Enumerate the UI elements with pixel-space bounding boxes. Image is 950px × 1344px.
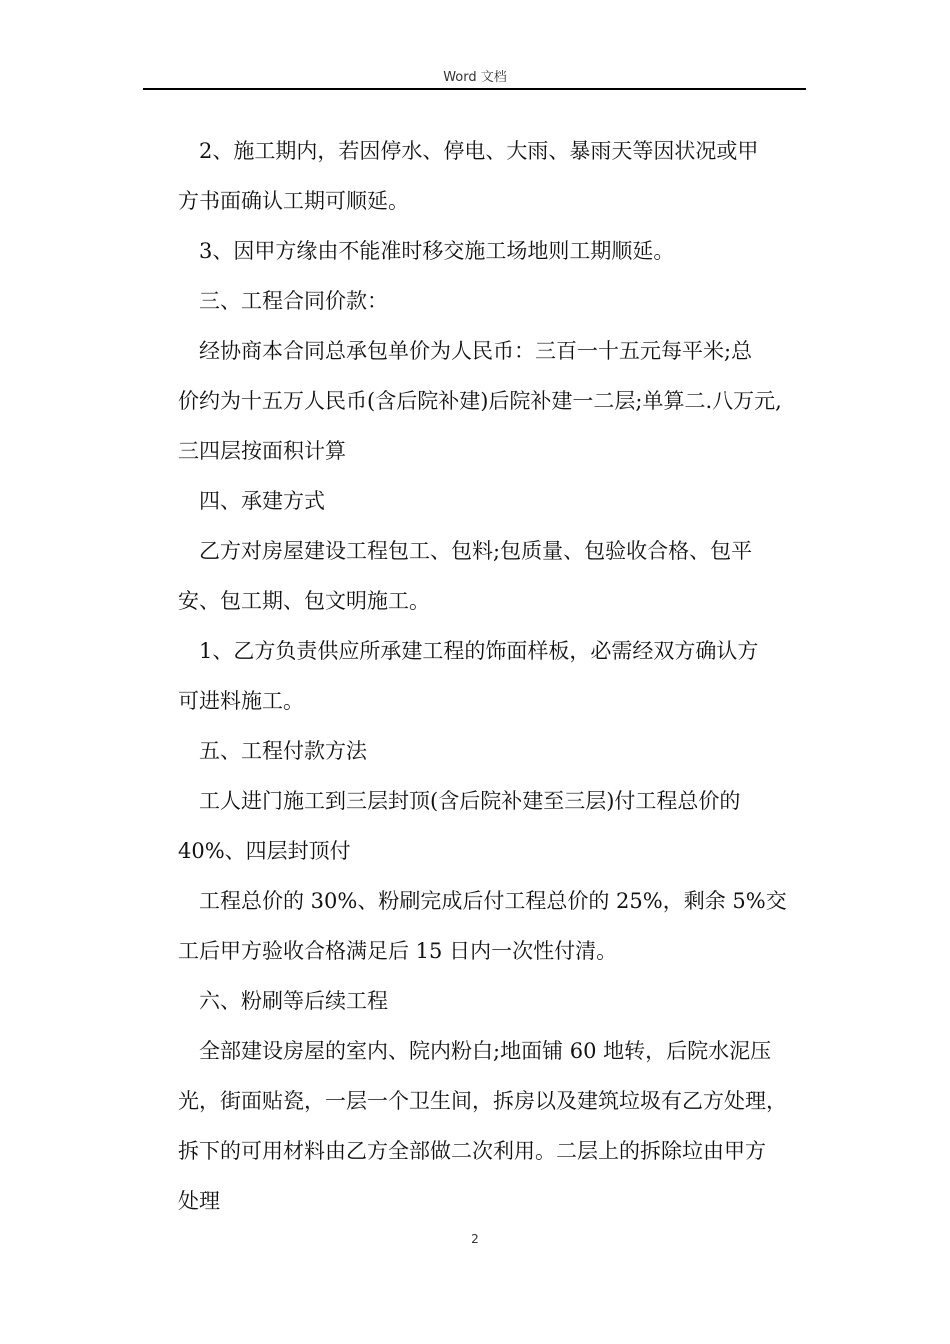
section-heading: 六、粉刷等后续工程 <box>199 989 388 1013</box>
paragraph-line: 价约为十五万人民币(含后院补建)后院补建一二层;单算二.八万元, <box>178 389 782 413</box>
header-title: Word 文档 <box>443 70 507 85</box>
paragraph-line: 全部建设房屋的室内、院内粉白;地面铺 60 地转，后院水泥压 <box>199 1039 772 1063</box>
paragraph-line: 经协商本合同总承包单价为人民币：三百一十五元每平米;总 <box>199 339 753 363</box>
section-heading: 四、承建方式 <box>199 489 325 513</box>
paragraph-line: 40%、四层封顶付 <box>178 839 351 863</box>
paragraph-line: 拆下的可用材料由乙方全部做二次利用。二层上的拆除垃由甲方 <box>178 1139 766 1163</box>
section-heading: 三、工程合同价款： <box>199 289 388 313</box>
section-heading: 五、工程付款方法 <box>199 739 367 763</box>
paragraph-line: 工后甲方验收合格满足后 15 日内一次性付清。 <box>178 939 618 963</box>
paragraph-line: 方书面确认工期可顺延。 <box>178 189 409 213</box>
paragraph-line: 乙方对房屋建设工程包工、包料;包质量、包验收合格、包平 <box>199 539 753 563</box>
paragraph-line: 光，街面贴瓷，一层一个卫生间，拆房以及建筑垃圾有乙方处理， <box>178 1089 787 1113</box>
document-body <box>178 126 818 1226</box>
paragraph-line: 2、施工期内，若因停水、停电、大雨、暴雨天等因状况或甲 <box>199 139 759 163</box>
paragraph-line: 可进料施工。 <box>178 689 304 713</box>
header-divider <box>143 88 806 90</box>
paragraph-line: 安、包工期、包文明施工。 <box>178 589 430 613</box>
paragraph-line: 工程总价的 30%、粉刷完成后付工程总价的 25%，剩余 5%交 <box>199 889 787 913</box>
paragraph-line: 工人进门施工到三层封顶(含后院补建至三层)付工程总价的 <box>199 789 741 813</box>
page-number: 2 <box>471 1232 479 1246</box>
paragraph-line: 1、乙方负责供应所承建工程的饰面样板，必需经双方确认方 <box>199 639 759 663</box>
paragraph-line: 三四层按面积计算 <box>178 439 346 463</box>
paragraph-line: 3、因甲方缘由不能准时移交施工场地则工期顺延。 <box>199 239 675 263</box>
paragraph-line: 处理 <box>178 1189 220 1213</box>
